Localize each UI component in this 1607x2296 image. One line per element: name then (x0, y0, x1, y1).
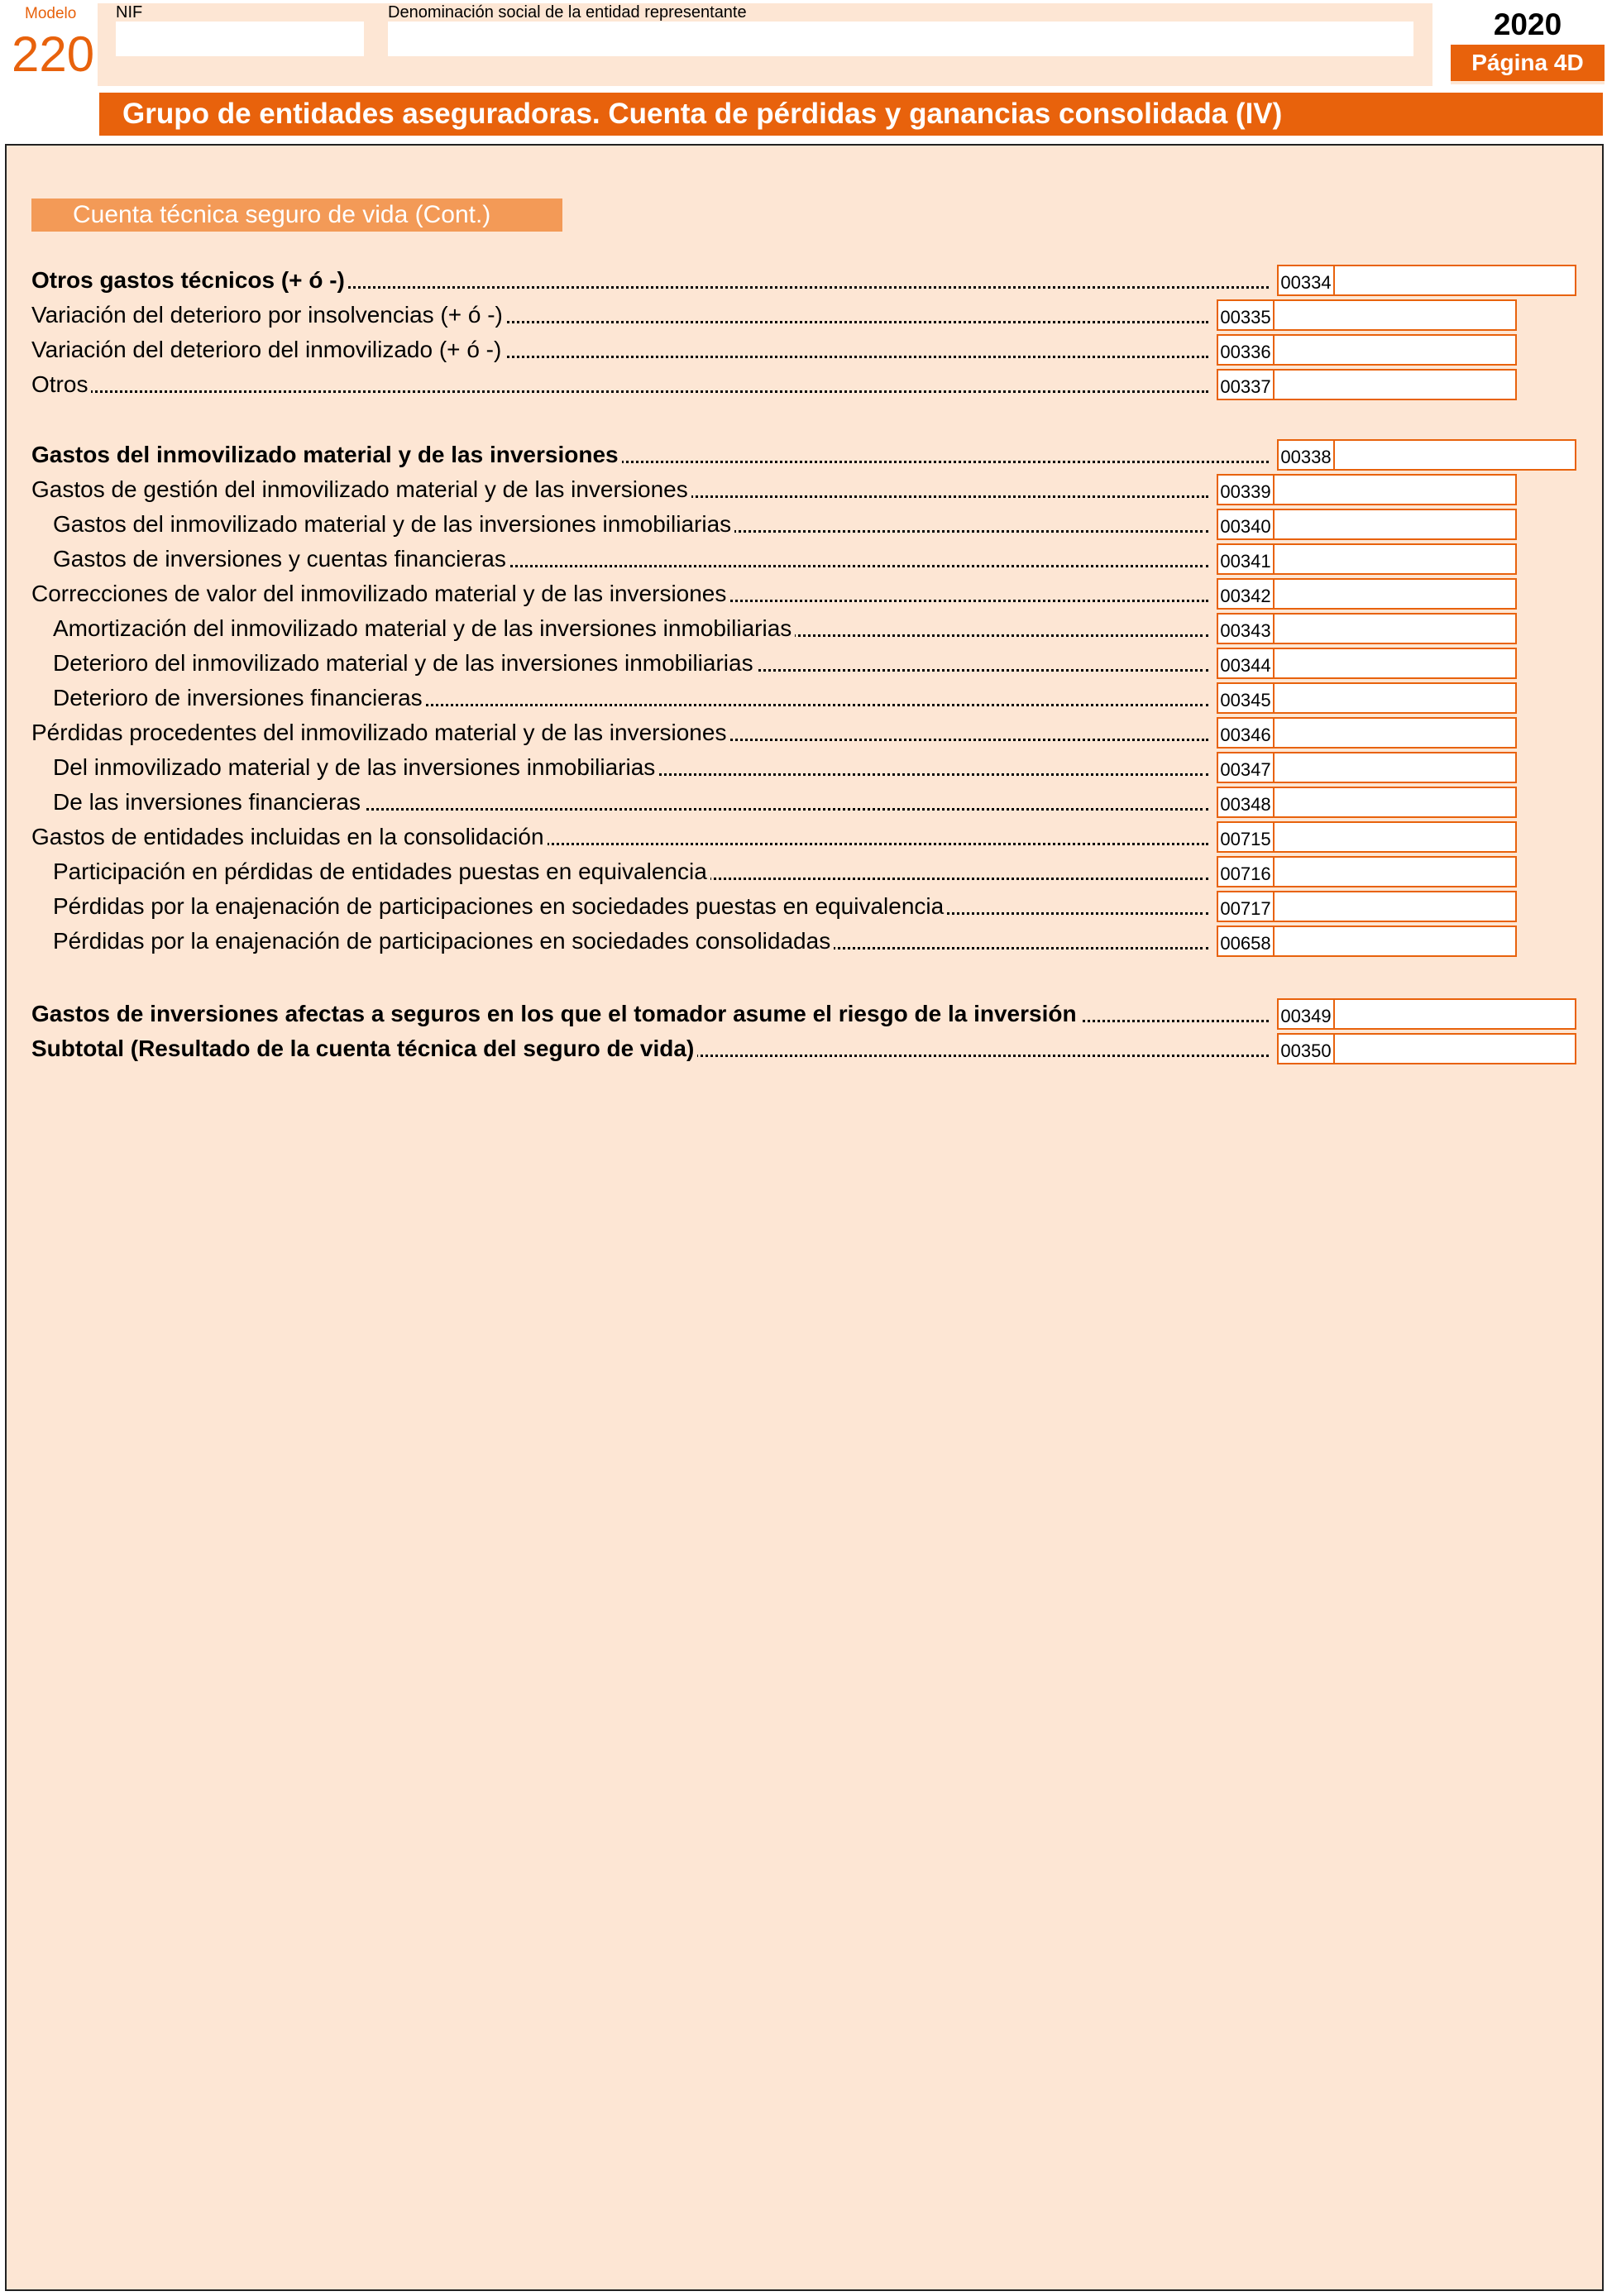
row-label-text: Deterioro del inmovilizado material y de las inversiones inmobiliarias (53, 650, 757, 676)
box-code-00345: 00345 (1217, 682, 1275, 714)
box-code-00336: 00336 (1217, 334, 1275, 366)
box-code-00342: 00342 (1217, 578, 1275, 610)
row-label-text: Pérdidas procedentes del inmovilizado material y de las inversiones (31, 720, 729, 745)
amount-field-00342[interactable] (1275, 578, 1517, 610)
row-label-00335 (31, 299, 1208, 331)
amount-field-00337[interactable] (1275, 369, 1517, 400)
amount-field-00658[interactable] (1275, 926, 1517, 957)
box-code-00334: 00334 (1277, 265, 1335, 296)
row-label-00717 (53, 891, 1208, 922)
row-label-00347 (53, 752, 1208, 783)
row-label-00346 (31, 717, 1208, 749)
row-label-00349 (31, 998, 1269, 1030)
amount-field-00335[interactable] (1275, 299, 1517, 331)
row-label-text: De las inversiones financieras (53, 789, 364, 815)
row-label-text: Amortización del inmovilizado material y de las inversiones inmobiliarias (53, 615, 795, 641)
modelo-number: 220 (12, 26, 95, 82)
row-label-00338 (31, 439, 1269, 471)
denominacion-field[interactable] (388, 22, 1413, 56)
box-code-00341: 00341 (1217, 543, 1275, 575)
row-label-00337 (31, 369, 1208, 400)
amount-field-00715[interactable] (1275, 821, 1517, 853)
box-code-00717: 00717 (1217, 891, 1275, 922)
row-label-00336 (31, 334, 1208, 366)
row-label-text: Gastos de entidades incluidas en la consolidación (31, 824, 548, 849)
row-label-00350 (31, 1033, 1269, 1064)
amount-field-00348[interactable] (1275, 787, 1517, 818)
box-code-00340: 00340 (1217, 509, 1275, 540)
modelo-label: Modelo (25, 5, 77, 22)
row-label-text: Otros (31, 371, 91, 397)
page-label: Página 4D (1451, 45, 1605, 81)
amount-field-00350[interactable] (1335, 1033, 1576, 1064)
row-label-text: Gastos de inversiones y cuentas financieras (53, 546, 509, 572)
leader-dots (31, 390, 1208, 393)
section-label: Cuenta técnica seguro de vida (Cont.) (31, 199, 562, 232)
row-label-00339 (31, 474, 1208, 505)
amount-field-00343[interactable] (1275, 613, 1517, 644)
row-label-text: Correcciones de valor del inmovilizado material y de las inversiones (31, 581, 729, 606)
row-label-00343 (53, 613, 1208, 644)
box-code-00350: 00350 (1277, 1033, 1335, 1064)
amount-field-00338[interactable] (1335, 439, 1576, 471)
amount-field-00340[interactable] (1275, 509, 1517, 540)
row-label-text: Variación del deterioro del inmovilizado (+ ó -) (31, 337, 505, 362)
row-label-00341 (53, 543, 1208, 575)
amount-field-00344[interactable] (1275, 648, 1517, 679)
box-code-00658: 00658 (1217, 926, 1275, 957)
row-label-text: Gastos de inversiones afectas a seguros en los que el tomador asume el riesgo de la inversión (31, 1001, 1080, 1026)
nif-field[interactable] (116, 22, 364, 56)
year-label: 2020 (1451, 3, 1605, 45)
row-label-text: Deterioro de inversiones financieras (53, 685, 426, 710)
row-label-00342 (31, 578, 1208, 610)
amount-field-00349[interactable] (1335, 998, 1576, 1030)
box-code-00343: 00343 (1217, 613, 1275, 644)
page-title: Grupo de entidades aseguradoras. Cuenta de pérdidas y ganancias consolidada (IV) (99, 93, 1603, 136)
row-label-text: Del inmovilizado material y de las inversiones inmobiliarias (53, 754, 658, 780)
row-label-text: Pérdidas por la enajenación de participaciones en sociedades puestas en equivalencia (53, 893, 947, 919)
box-code-00716: 00716 (1217, 856, 1275, 887)
row-label-00348 (53, 787, 1208, 818)
row-label-text: Gastos del inmovilizado material y de las inversiones inmobiliarias (53, 511, 734, 537)
row-label-00340 (53, 509, 1208, 540)
box-code-00347: 00347 (1217, 752, 1275, 783)
amount-field-00334[interactable] (1335, 265, 1576, 296)
row-label-text: Participación en pérdidas de entidades puestas en equivalencia (53, 859, 710, 884)
row-label-text: Pérdidas por la enajenación de participaciones en sociedades consolidadas (53, 928, 834, 954)
row-label-00658 (53, 926, 1208, 957)
row-label-text: Otros gastos técnicos (+ ó -) (31, 267, 348, 293)
amount-field-00346[interactable] (1275, 717, 1517, 749)
row-label-text: Variación del deterioro por insolvencias (+ ó -) (31, 302, 506, 328)
row-label-00345 (53, 682, 1208, 714)
row-label-00716 (53, 856, 1208, 887)
nif-label: NIF (116, 3, 143, 22)
amount-field-00341[interactable] (1275, 543, 1517, 575)
row-label-00715 (31, 821, 1208, 853)
box-code-00339: 00339 (1217, 474, 1275, 505)
box-code-00715: 00715 (1217, 821, 1275, 853)
denominacion-label: Denominación social de la entidad representante (388, 3, 747, 22)
amount-field-00347[interactable] (1275, 752, 1517, 783)
box-code-00346: 00346 (1217, 717, 1275, 749)
box-code-00337: 00337 (1217, 369, 1275, 400)
box-code-00344: 00344 (1217, 648, 1275, 679)
box-code-00349: 00349 (1277, 998, 1335, 1030)
box-code-00335: 00335 (1217, 299, 1275, 331)
row-label-00344 (53, 648, 1208, 679)
amount-field-00717[interactable] (1275, 891, 1517, 922)
box-code-00338: 00338 (1277, 439, 1335, 471)
amount-field-00345[interactable] (1275, 682, 1517, 714)
amount-field-00336[interactable] (1275, 334, 1517, 366)
amount-field-00339[interactable] (1275, 474, 1517, 505)
box-code-00348: 00348 (1217, 787, 1275, 818)
row-label-00334 (31, 265, 1269, 296)
row-label-text: Gastos del inmovilizado material y de las inversiones (31, 442, 622, 467)
row-label-text: Subtotal (Resultado de la cuenta técnica del seguro de vida) (31, 1036, 697, 1061)
row-label-text: Gastos de gestión del inmovilizado material y de las inversiones (31, 476, 691, 502)
amount-field-00716[interactable] (1275, 856, 1517, 887)
